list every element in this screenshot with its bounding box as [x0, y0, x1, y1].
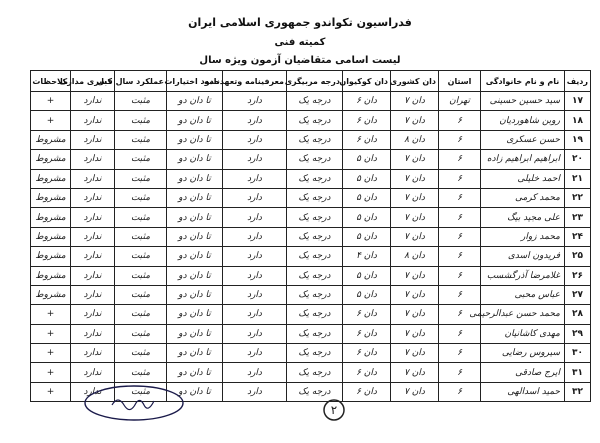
row-number-cell: ۱۹ [565, 130, 591, 149]
authority-level-cell: تا دان دو [167, 382, 223, 401]
missing-documents-cell: ندارد [71, 247, 115, 266]
coach-degree-cell: درجه یک [287, 92, 343, 111]
coach-degree-cell: درجه یک [287, 324, 343, 343]
applicant-name-cell: علی مجید بیگ [481, 208, 565, 227]
authority-level-cell: تا دان دو [167, 266, 223, 285]
column-header: دان کشوری [391, 71, 439, 92]
authority-level-cell: تا دان دو [167, 344, 223, 363]
coach-degree-cell: درجه یک [287, 363, 343, 382]
row-number-cell: ۲۵ [565, 247, 591, 266]
notes-cell: مشروط [31, 227, 71, 246]
authority-level-cell: تا دان دو [167, 150, 223, 169]
kukkiwon-dan-cell: دان ۶ [343, 305, 391, 324]
intro-letter-status-cell: دارد [223, 111, 287, 130]
row-number-cell: ۳۰ [565, 344, 591, 363]
signature-stamp [82, 383, 186, 423]
missing-documents-cell: ندارد [71, 188, 115, 207]
missing-documents-cell: ندارد [71, 305, 115, 324]
province-cell: ۶ [439, 324, 481, 343]
province-cell: ۶ [439, 188, 481, 207]
last-year-performance-cell: مثبت [115, 382, 167, 401]
national-dan-cell: دان ۷ [391, 266, 439, 285]
row-number-cell: ۲۲ [565, 188, 591, 207]
applicant-name-cell: سید حسین حسینی [481, 92, 565, 111]
applicant-name-cell: ایرج صادقی [481, 363, 565, 382]
coach-degree-cell: درجه یک [287, 266, 343, 285]
national-dan-cell: دان ۷ [391, 111, 439, 130]
notes-cell: + [31, 324, 71, 343]
committee-title: کمیته فنی [274, 37, 326, 48]
notes-cell: مشروط [31, 285, 71, 304]
missing-documents-cell: ندارد [71, 344, 115, 363]
national-dan-cell: دان ۷ [391, 344, 439, 363]
column-header: ردیف [565, 71, 591, 92]
province-cell: ۶ [439, 169, 481, 188]
last-year-performance-cell: مثبت [115, 169, 167, 188]
authority-level-cell: تا دان دو [167, 227, 223, 246]
notes-cell: مشروط [31, 266, 71, 285]
table-row [31, 247, 591, 266]
row-number-cell: ۲۸ [565, 305, 591, 324]
applicant-name-cell: فریدون اسدی [481, 247, 565, 266]
table-body [31, 92, 591, 402]
intro-letter-status-cell: دارد [223, 363, 287, 382]
authority-level-cell: تا دان دو [167, 324, 223, 343]
notes-cell: مشروط [31, 188, 71, 207]
notes-cell: مشروط [31, 130, 71, 149]
document-header [0, 0, 600, 70]
applicant-name-cell: ابراهیم ابراهیم زاده [481, 150, 565, 169]
notes-cell: + [31, 111, 71, 130]
row-number-cell: ۲۶ [565, 266, 591, 285]
page-number-circle [322, 398, 346, 422]
table-row [31, 227, 591, 246]
applicant-name-cell: حمید اسدالهی [481, 382, 565, 401]
coach-degree-cell: درجه یک [287, 227, 343, 246]
province-cell: ۶ [439, 363, 481, 382]
missing-documents-cell: ندارد [71, 208, 115, 227]
coach-degree-cell: درجه یک [287, 247, 343, 266]
table-row [31, 363, 591, 382]
table-row [31, 344, 591, 363]
last-year-performance-cell: مثبت [115, 111, 167, 130]
missing-documents-cell: ندارد [71, 169, 115, 188]
applicant-name-cell: محمد زوار [481, 227, 565, 246]
row-number-cell: ۳۲ [565, 382, 591, 401]
kukkiwon-dan-cell: دان ۶ [343, 130, 391, 149]
kukkiwon-dan-cell: دان ۶ [343, 344, 391, 363]
national-dan-cell: دان ۷ [391, 150, 439, 169]
column-header: کسری مدارک [71, 71, 115, 92]
row-number-cell: ۲۹ [565, 324, 591, 343]
coach-degree-cell: درجه یک [287, 382, 343, 401]
applicant-name-cell: حسن عسکری [481, 130, 565, 149]
last-year-performance-cell: مثبت [115, 285, 167, 304]
kukkiwon-dan-cell: دان ۶ [343, 111, 391, 130]
missing-documents-cell: ندارد [71, 227, 115, 246]
page-number: ۲ [330, 403, 338, 417]
authority-level-cell: تا دان دو [167, 247, 223, 266]
intro-letter-status-cell: دارد [223, 247, 287, 266]
row-number-cell: ۲۳ [565, 208, 591, 227]
last-year-performance-cell: مثبت [115, 324, 167, 343]
province-cell: ۶ [439, 247, 481, 266]
last-year-performance-cell: مثبت [115, 208, 167, 227]
national-dan-cell: دان ۷ [391, 208, 439, 227]
intro-letter-status-cell: دارد [223, 208, 287, 227]
missing-documents-cell: ندارد [71, 130, 115, 149]
intro-letter-status-cell: دارد [223, 344, 287, 363]
authority-level-cell: تا دان دو [167, 111, 223, 130]
kukkiwon-dan-cell: دان ۵ [343, 150, 391, 169]
column-header: ملاحظات [31, 71, 71, 92]
kukkiwon-dan-cell: دان ۵ [343, 266, 391, 285]
province-cell: ۶ [439, 285, 481, 304]
coach-degree-cell: درجه یک [287, 169, 343, 188]
missing-documents-cell: ندارد [71, 266, 115, 285]
province-cell: ۶ [439, 382, 481, 401]
authority-level-cell: تا دان دو [167, 169, 223, 188]
table-row [31, 208, 591, 227]
row-number-cell: ۳۱ [565, 363, 591, 382]
notes-cell: مشروط [31, 169, 71, 188]
list-title: لیست اسامی متقاضیان آزمون ویژه سال [199, 55, 401, 66]
intro-letter-status-cell: دارد [223, 150, 287, 169]
province-cell: ۶ [439, 344, 481, 363]
authority-level-cell: تا دان دو [167, 130, 223, 149]
authority-level-cell: تا دان دو [167, 363, 223, 382]
authority-level-cell: تا دان دو [167, 92, 223, 111]
row-number-cell: ۲۰ [565, 150, 591, 169]
coach-degree-cell: درجه یک [287, 150, 343, 169]
last-year-performance-cell: مثبت [115, 266, 167, 285]
national-dan-cell: دان ۷ [391, 305, 439, 324]
missing-documents-cell: ندارد [71, 363, 115, 382]
applicant-name-cell: محمد حسن عبدالرحیمی [481, 305, 565, 324]
intro-letter-status-cell: دارد [223, 305, 287, 324]
authority-level-cell: تا دان دو [167, 285, 223, 304]
authority-level-cell: تا دان دو [167, 305, 223, 324]
last-year-performance-cell: مثبت [115, 130, 167, 149]
notes-cell: مشروط [31, 208, 71, 227]
intro-letter-status-cell: دارد [223, 130, 287, 149]
intro-letter-status-cell: دارد [223, 266, 287, 285]
last-year-performance-cell: مثبت [115, 227, 167, 246]
province-cell: ۶ [439, 150, 481, 169]
column-header: معرفینامه وتعهدنامه [223, 71, 287, 92]
authority-level-cell: تا دان دو [167, 208, 223, 227]
province-cell: ۶ [439, 208, 481, 227]
kukkiwon-dan-cell: دان ۶ [343, 324, 391, 343]
row-number-cell: ۲۴ [565, 227, 591, 246]
row-number-cell: ۲۱ [565, 169, 591, 188]
coach-degree-cell: درجه یک [287, 130, 343, 149]
intro-letter-status-cell: دارد [223, 382, 287, 401]
national-dan-cell: دان ۷ [391, 188, 439, 207]
national-dan-cell: دان ۷ [391, 382, 439, 401]
applicant-name-cell: سیروس رضایی [481, 344, 565, 363]
table-header-row [31, 71, 591, 92]
row-number-cell: ۲۷ [565, 285, 591, 304]
intro-letter-status-cell: دارد [223, 227, 287, 246]
applicant-name-cell: محمد کرمی [481, 188, 565, 207]
national-dan-cell: دان ۷ [391, 227, 439, 246]
coach-degree-cell: درجه یک [287, 344, 343, 363]
table-row [31, 92, 591, 111]
national-dan-cell: دان ۸ [391, 247, 439, 266]
kukkiwon-dan-cell: دان ۵ [343, 169, 391, 188]
province-cell: ۶ [439, 227, 481, 246]
intro-letter-status-cell: دارد [223, 169, 287, 188]
coach-degree-cell: درجه یک [287, 285, 343, 304]
table-row [31, 111, 591, 130]
row-number-cell: ۱۷ [565, 92, 591, 111]
notes-cell: + [31, 382, 71, 401]
province-cell: ۶ [439, 266, 481, 285]
table-row [31, 285, 591, 304]
national-dan-cell: دان ۸ [391, 130, 439, 149]
missing-documents-cell: ندارد [71, 324, 115, 343]
federation-title: فدراسیون تکواندو جمهوری اسلامی ایران [188, 16, 412, 29]
kukkiwon-dan-cell: دان ۶ [343, 92, 391, 111]
national-dan-cell: دان ۷ [391, 169, 439, 188]
column-header: درجه مربیگری [287, 71, 343, 92]
last-year-performance-cell: مثبت [115, 363, 167, 382]
last-year-performance-cell: مثبت [115, 92, 167, 111]
notes-cell: + [31, 92, 71, 111]
coach-degree-cell: درجه یک [287, 188, 343, 207]
column-header: دان کوکیوان [343, 71, 391, 92]
table-row [31, 169, 591, 188]
applicant-name-cell: احمد خلیلی [481, 169, 565, 188]
last-year-performance-cell: مثبت [115, 344, 167, 363]
national-dan-cell: دان ۷ [391, 363, 439, 382]
kukkiwon-dan-cell: دان ۵ [343, 208, 391, 227]
table-row [31, 266, 591, 285]
applicants-table [30, 70, 591, 402]
national-dan-cell: دان ۷ [391, 324, 439, 343]
applicant-name-cell: عباس محبی [481, 285, 565, 304]
kukkiwon-dan-cell: دان ۵ [343, 227, 391, 246]
last-year-performance-cell: مثبت [115, 188, 167, 207]
notes-cell: + [31, 363, 71, 382]
last-year-performance-cell: مثبت [115, 247, 167, 266]
coach-degree-cell: درجه یک [287, 111, 343, 130]
column-header: حدود اختیارات [167, 71, 223, 92]
kukkiwon-dan-cell: دان ۵ [343, 188, 391, 207]
missing-documents-cell: ندارد [71, 92, 115, 111]
kukkiwon-dan-cell: دان ۵ [343, 285, 391, 304]
last-year-performance-cell: مثبت [115, 305, 167, 324]
intro-letter-status-cell: دارد [223, 285, 287, 304]
table-row [31, 324, 591, 343]
province-cell: تهران [439, 92, 481, 111]
table-row [31, 305, 591, 324]
table-row [31, 188, 591, 207]
coach-degree-cell: درجه یک [287, 305, 343, 324]
intro-letter-status-cell: دارد [223, 92, 287, 111]
province-cell: ۶ [439, 111, 481, 130]
notes-cell: + [31, 305, 71, 324]
intro-letter-status-cell: دارد [223, 188, 287, 207]
missing-documents-cell: ندارد [71, 285, 115, 304]
province-cell: ۶ [439, 305, 481, 324]
column-header: عملکرد سال قبل [115, 71, 167, 92]
notes-cell: مشروط [31, 247, 71, 266]
authority-level-cell: تا دان دو [167, 188, 223, 207]
applicant-name-cell: روبن شاهوردیان [481, 111, 565, 130]
kukkiwon-dan-cell: دان ۴ [343, 247, 391, 266]
notes-cell: مشروط [31, 150, 71, 169]
last-year-performance-cell: مثبت [115, 150, 167, 169]
coach-degree-cell: درجه یک [287, 208, 343, 227]
kukkiwon-dan-cell: دان ۶ [343, 382, 391, 401]
missing-documents-cell: ندارد [71, 150, 115, 169]
column-header: نام و نام خانوادگی [481, 71, 565, 92]
province-cell: ۶ [439, 130, 481, 149]
column-header: استان [439, 71, 481, 92]
applicant-name-cell: غلامرضا آذرگشسب [481, 266, 565, 285]
row-number-cell: ۱۸ [565, 111, 591, 130]
missing-documents-cell: ندارد [71, 111, 115, 130]
national-dan-cell: دان ۷ [391, 285, 439, 304]
national-dan-cell: دان ۷ [391, 92, 439, 111]
table-row [31, 150, 591, 169]
missing-documents-cell: ندارد [71, 382, 115, 401]
table-row [31, 130, 591, 149]
intro-letter-status-cell: دارد [223, 324, 287, 343]
applicant-name-cell: مهدی کاشانیان [481, 324, 565, 343]
notes-cell: + [31, 344, 71, 363]
kukkiwon-dan-cell: دان ۶ [343, 363, 391, 382]
